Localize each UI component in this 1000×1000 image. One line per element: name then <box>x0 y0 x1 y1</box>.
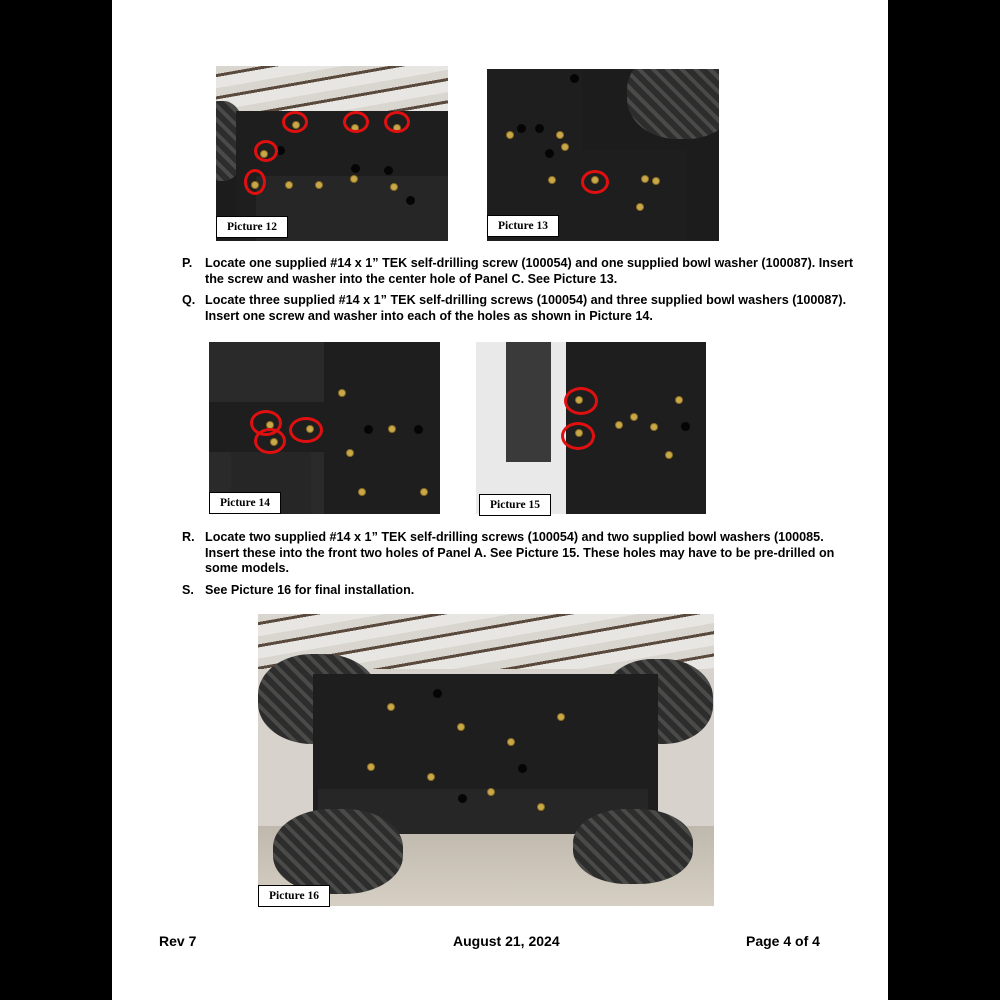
footer-revision: Rev 7 <box>159 933 197 949</box>
step-text: See Picture 16 for final installation. <box>205 583 415 597</box>
step-text: Locate one supplied #14 x 1” TEK self-drilling screw (100054) and one supplied bowl washer (100087). Insert the screw and washer into the center hole of Panel C. See Picture 13. <box>205 256 854 286</box>
step-letter: P. <box>182 256 193 270</box>
picture-16-photo <box>258 614 714 906</box>
annotation-circle <box>289 417 323 443</box>
annotation-circle <box>343 111 369 133</box>
picture-14-caption: Picture 14 <box>209 492 281 514</box>
step-text: Locate three supplied #14 x 1” TEK self-drilling screws (100054) and three supplied bowl washers (100087). Insert one screw and washer into each of the holes as shown in Picture 14. <box>205 293 847 323</box>
step-text: Locate two supplied #14 x 1” TEK self-drilling screws (100054) and two supplied bowl washers (100085. Insert these into the front two holes of Panel A. See Picture 15. These holes may have to be pre-drilled on some models. <box>205 530 835 575</box>
annotation-circle <box>564 387 598 415</box>
annotation-circle <box>581 170 609 194</box>
picture-12-caption: Picture 12 <box>216 216 288 238</box>
picture-15-photo <box>476 342 706 514</box>
step-letter: R. <box>182 530 195 544</box>
annotation-circle <box>254 140 278 162</box>
document-page <box>112 0 888 1000</box>
picture-13-caption: Picture 13 <box>487 215 559 237</box>
annotation-circle <box>254 428 286 454</box>
picture-14-photo <box>209 342 440 514</box>
picture-16-caption: Picture 16 <box>258 885 330 907</box>
annotation-circle <box>282 111 308 133</box>
annotation-circle <box>561 422 595 450</box>
picture-15-caption: Picture 15 <box>479 494 551 516</box>
picture-12-photo <box>216 66 448 241</box>
footer-page-number: Page 4 of 4 <box>746 933 820 949</box>
annotation-circle <box>384 111 410 133</box>
footer-date: August 21, 2024 <box>453 933 560 949</box>
step-letter: S. <box>182 583 194 597</box>
annotation-circle <box>244 169 266 195</box>
step-letter: Q. <box>182 293 196 307</box>
